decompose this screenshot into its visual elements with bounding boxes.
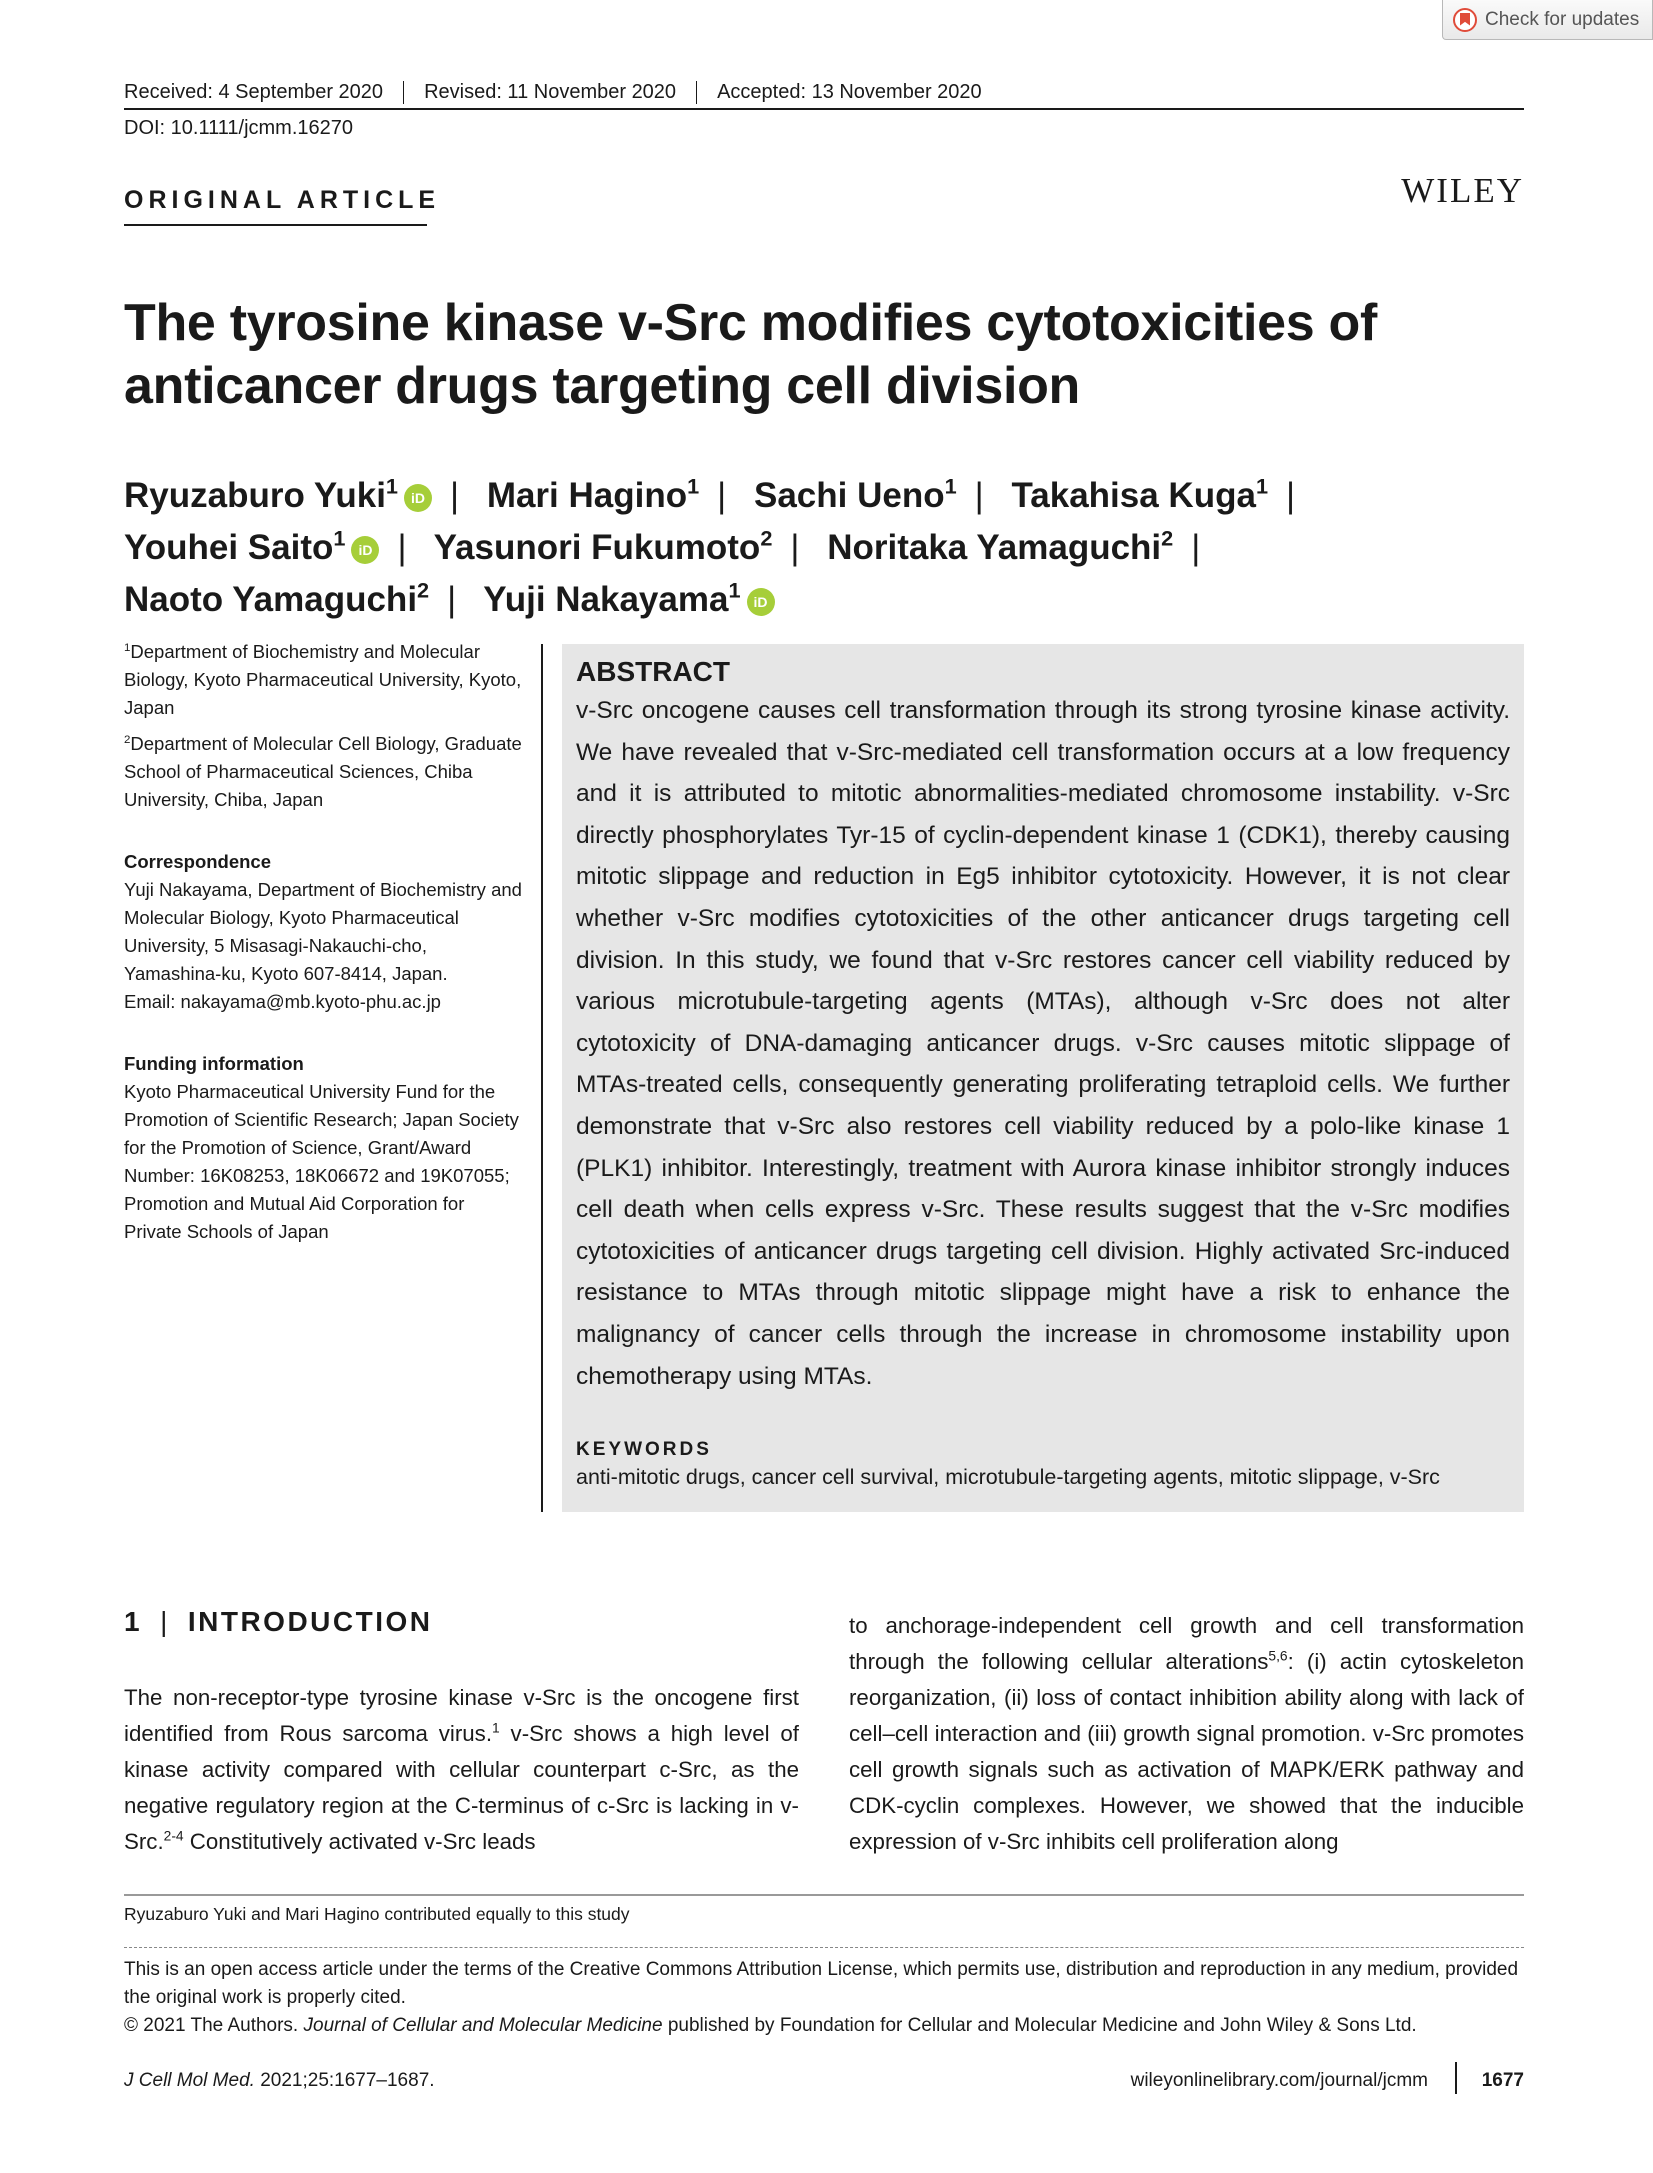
author-name-text: Yuji Nakayama [483,580,729,619]
column-divider [541,644,543,1512]
citation-details: 2021;25:1677–1687. [254,2070,435,2091]
author-name-text: Takahisa Kuga [1011,476,1256,515]
author-name [124,525,379,567]
license-statement [124,1956,1524,2040]
copyright-suffix: published by Foundation for Cellular and Molecular Medicine and John Wiley & Sons Ltd. [662,2015,1417,2036]
footnote-dashed-divider [124,1947,1524,1948]
body-text-run: The non-receptor-type tyrosine kinase v-Src is the oncogene first identified from Rous sarcoma virus. [124,1685,799,1746]
citation-marker: 2-4 [163,1827,184,1844]
author-separator: | [974,476,984,515]
footnote-divider [124,1894,1524,1896]
author-name-text: Ryuzaburo Yuki [124,476,386,515]
license-text: This is an open access article under the terms of the Creative Commons Attribution License, which permits use, distribution and reproduction in any medium, provided the original work is properly cited. [124,1959,1519,2008]
journal-abbrev: J Cell Mol Med. [124,2070,255,2091]
affiliation [124,638,524,722]
section-heading-introduction [124,1606,433,1638]
abstract-heading: ABSTRACT [576,656,730,687]
body-text-run: Constitutively activated v-Src leads [183,1829,536,1854]
author-name-text: Mari Hagino [486,476,688,515]
body-text-run: v-Src shows a high level of kinase activity compared with cellular counterpart c-Src, as the negative regulatory region at the C-terminus of c-Src is lacking in v-Src. [124,1721,799,1854]
author-affiliation-marker: 1 [944,473,957,499]
author-name-text: Youhei Saito [124,528,334,567]
correspondence-email[interactable]: Email: nakayama@mb.kyoto-phu.ac.jp [124,991,441,1012]
equal-contribution-note: Ryuzaburo Yuki and Mari Hagino contributed equally to this study [124,1904,630,1924]
affiliation-marker: 2 [124,733,131,746]
author-name [124,473,432,515]
abstract-text: v-Src oncogene causes cell transformation through its strong tyrosine kinase activity. We have revealed that v-Src-mediated cell transformation occurs at a low frequency and it is attributed to mitotic abnormalities-mediated chromosome instability. v-Src directly phosphorylates Tyr-15 of cyclin-dependent kinase 1 (CDK1), thereby causing mitotic slippage and reduction in Eg5 inhibitor cytotoxicity. However, it is not clear whether v-Src modifies cytotoxicities of the other anticancer drugs targeting cell division. In this study, we found that v-Src restores cancer cell viability reduced by various microtubule-targeting agents (MTAs), although v-Src does not alter cytotoxicity of DNA-damaging anticancer drugs. v-Src causes mitotic slippage of MTAs-treated cells, consequently generating proliferating tetraploid cells. We further demonstrate that v-Src also restores cell viability reduced by a polo-like kinase 1 (PLK1) inhibitor. Interestingly, treatment with Aurora kinase inhibitor strongly induces cell death when cells express v-Src. These results suggest that the v-Src modifies cytotoxicities of anticancer drugs targeting cell division. Highly activated Src-induced resistance to MTAs through mitotic slippage might have a risk to enhance the malignancy of cancer cells through the increase in chromosome instability upon chemotherapy using MTAs. [576,697,1510,1390]
bookmark-icon [1453,8,1477,32]
author-separator: | [447,580,457,619]
author-name-text: Sachi Ueno [754,476,945,515]
author-name [486,473,700,515]
check-for-updates-button[interactable] [1442,0,1653,40]
copyright-line [124,2012,1524,2040]
article-type: ORIGINAL ARTICLE [124,186,441,214]
introduction-column-1 [124,1680,799,1860]
copyright-prefix: © 2021 The Authors. [124,2015,304,2036]
article-info-column [124,638,524,1246]
author-name [483,577,774,619]
article-dates [124,76,1524,108]
funding-text: Kyoto Pharmaceutical University Fund for the Promotion of Scientific Research; Japan Society for the Promotion of Science, Grant/Award Number: 16K08253, 18K06672 and 19K07055; Promotion and Mutual Aid Corporation for Private Schools of Japan [124,1081,519,1242]
author-separator: | [1286,476,1296,515]
author-affiliation-marker: 1 [728,577,741,603]
correspondence-heading: Correspondence [124,851,272,872]
author-separator: | [449,476,460,515]
author-affiliation-marker: 1 [385,473,398,499]
body-text-run: : (i) actin cytoskeleton reorganization, (ii) loss of contact inhibition ability along with lack of cell–cell interaction and (iii) growth signal promotion. v-Src promotes cell growth signals such as activation of MAPK/ERK pathway and CDK-cyclin complexes. However, we showed that the inducible expression of v-Src inhibits cell proliferation along [849,1649,1524,1854]
author-name [827,525,1174,567]
journal-url[interactable]: wileyonlinelibrary.com/journal/jcmm [1130,2070,1428,2091]
footer-divider [1455,2062,1457,2094]
orcid-icon[interactable]: iD [351,536,379,564]
orcid-icon[interactable]: iD [404,484,432,512]
funding-heading: Funding information [124,1053,304,1074]
journal-name: Journal of Cellular and Molecular Medicine [303,2015,663,2036]
article-type-underline [124,224,427,226]
doi[interactable]: DOI: 10.1111/jcmm.16270 [124,117,354,139]
author-name-text: Yasunori Fukumoto [433,528,761,567]
affiliation-text: Department of Molecular Cell Biology, Graduate School of Pharmaceutical Sciences, Chiba University, Chiba, Japan [124,733,522,810]
keywords-text: anti-mitotic drugs, cancer cell survival, microtubule-targeting agents, mitotic slippage, v-Src [576,1465,1440,1490]
affiliations [124,638,524,814]
author-affiliation-marker: 1 [333,525,346,551]
orcid-icon[interactable]: iD [747,588,775,616]
author-list [124,470,1544,626]
affiliation [124,730,524,814]
affiliation-text: Department of Biochemistry and Molecular Biology, Kyoto Pharmaceutical University, Kyoto, Japan [124,641,522,718]
section-number: 1 [124,1606,143,1637]
section-separator: | [160,1606,170,1637]
author-separator: | [790,528,800,567]
article-title: The tyrosine kinase v-Src modifies cytotoxicities of anticancer drugs targeting cell division [124,294,1378,415]
received-date: Received: 4 September 2020 [124,80,384,103]
author-name-text: Naoto Yamaguchi [124,580,418,619]
author-affiliation-marker: 1 [687,473,700,499]
accepted-date: Accepted: 13 November 2020 [696,81,1002,104]
check-for-updates-label: Check for updates [1485,8,1640,30]
author-affiliation-marker: 1 [1255,473,1268,499]
affiliation-marker: 1 [124,641,131,654]
author-separator: | [1191,528,1201,567]
header-divider [124,108,1524,110]
keywords-heading: KEYWORDS [576,1439,712,1461]
author-separator: | [717,476,727,515]
citation-marker: 1 [492,1719,500,1736]
author-name [1011,473,1269,515]
abstract-box [562,644,1524,1512]
section-title: INTRODUCTION [187,1606,433,1637]
body-text-run: to anchorage-independent cell growth and cell transformation through the following cellular alterations [849,1613,1524,1674]
author-name [433,525,773,567]
author-affiliation-marker: 2 [1161,525,1174,551]
citation-marker: 5,6 [1268,1647,1288,1664]
revised-date: Revised: 11 November 2020 [403,81,696,104]
author-separator: | [397,528,407,567]
publisher-logo: WILEY [1401,171,1524,210]
page-number: 1677 [1481,2070,1524,2091]
author-name [754,473,957,515]
author-name-text: Noritaka Yamaguchi [827,528,1162,567]
author-affiliation-marker: 2 [417,577,430,603]
correspondence-text: Yuji Nakayama, Department of Biochemistry and Molecular Biology, Kyoto Pharmaceutical University, 5 Misasagi-Nakauchi-cho, Yamashina-ku, Kyoto 607-8414, Japan. [124,879,522,984]
footer-citation [124,2070,435,2092]
introduction-column-2 [849,1608,1524,1860]
author-name [124,577,430,619]
author-affiliation-marker: 2 [760,525,773,551]
